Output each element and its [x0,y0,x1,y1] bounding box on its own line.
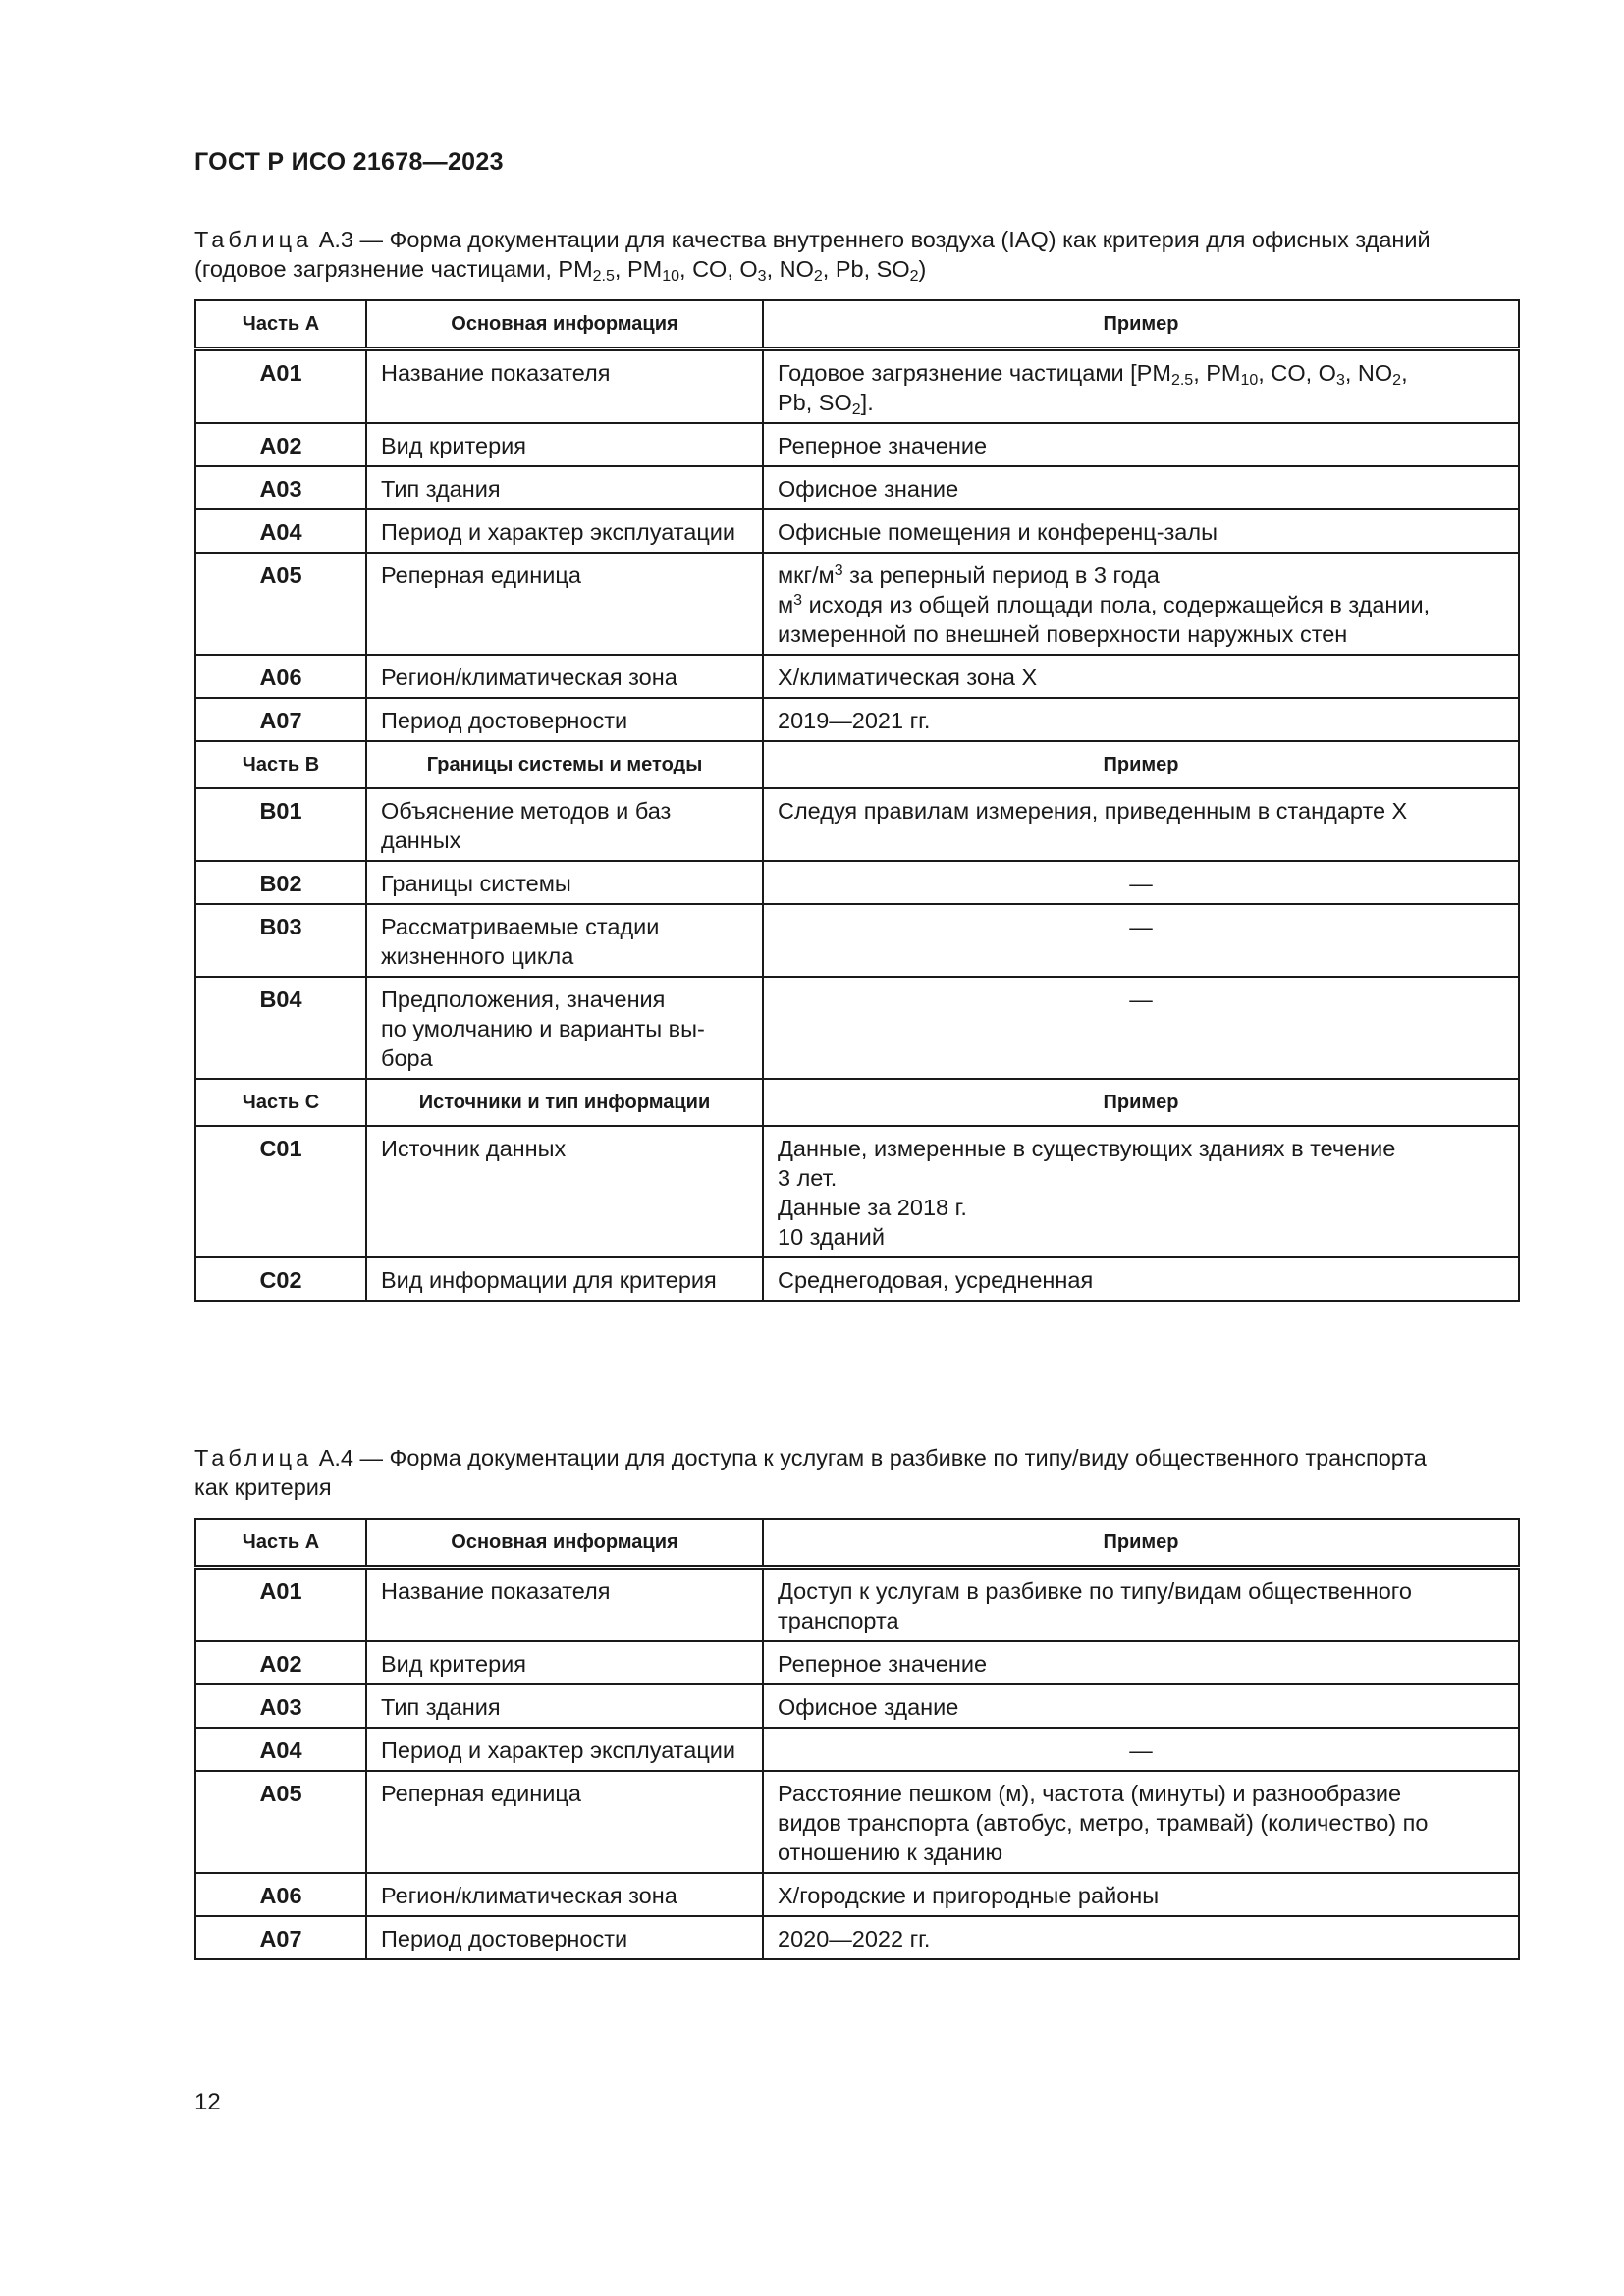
caption-line [194,254,1520,284]
table-row [195,1641,1519,1684]
row-name: Границы системы [366,861,763,904]
row-name: Название показателя [366,349,763,424]
table-row [195,904,1519,977]
row-name: Вид критерия [366,423,763,466]
subscript: 2 [813,268,823,285]
caption-line [194,225,1520,254]
subscript: 2 [909,268,919,285]
row-name: Название показателя [366,1568,763,1642]
table-header-row [195,1519,1519,1568]
column-header: Пример [763,1079,1519,1126]
caption-line [194,1443,1520,1472]
column-header: Источники и тип информации [366,1079,763,1126]
row-code: А02 [195,1641,366,1684]
table-row [195,1873,1519,1916]
row-example: — [763,977,1519,1079]
row-code: А03 [195,466,366,509]
row-code: С02 [195,1257,366,1301]
table-row [195,1728,1519,1771]
row-example: Офисное знание [763,466,1519,509]
table-row [195,1126,1519,1257]
row-name: Реперная единица [366,1771,763,1873]
table-header-row [195,300,1519,349]
table-row [195,553,1519,655]
row-example: Годовое загрязнение частицами [$PM_{2.5}$, $PM_{10}$, CO, $O_3$, $NO_2$, Pb, $SO_2$]. [763,349,1519,424]
row-code: А01 [195,349,366,424]
row-name: Период и характер эксплуатации [366,509,763,553]
row-example: Офисные помещения и конференц-залы [763,509,1519,553]
row-example: Х/климатическая зона Х [763,655,1519,698]
row-example: — [763,1728,1519,1771]
table-row [195,1568,1519,1642]
row-name: Рассматриваемые стадии жизненного цикла [366,904,763,977]
table-row [195,698,1519,741]
table-a3-caption [194,225,1520,284]
column-header: Пример [763,300,1519,349]
row-name: Тип здания [366,1684,763,1728]
column-header: Основная информация [366,300,763,349]
part-label: Часть А [195,1519,366,1568]
table-row [195,977,1519,1079]
row-example: 2020—2022 гг. [763,1916,1519,1959]
table-row [195,1684,1519,1728]
column-header: Основная информация [366,1519,763,1568]
table-a4-caption [194,1443,1520,1502]
table-section-header-row [195,1079,1519,1126]
part-label: Часть В [195,741,366,788]
row-code: А03 [195,1684,366,1728]
caption-text: (годовое загрязнение частицами, PM [194,256,593,282]
row-code: А05 [195,553,366,655]
row-name: Вид информации для критерия [366,1257,763,1301]
table-section-header-row [195,741,1519,788]
row-example: Реперное значение [763,1641,1519,1684]
row-example: — [763,861,1519,904]
caption-text: — Форма документации для качества внутреннего воздуха (IAQ) как критерия для офисных зданий [359,227,1431,252]
row-example: Данные, измеренные в существующих зданиях в течение 3 лет. Данные за 2018 г. 10 зданий [763,1126,1519,1257]
row-name: Период и характер эксплуатации [366,1728,763,1771]
page-number: 12 [194,2089,221,2115]
row-code: В04 [195,977,366,1079]
table-a4 [194,1518,1520,1960]
row-example: Среднегодовая, усредненная [763,1257,1519,1301]
row-name: Период достоверности [366,698,763,741]
row-code: А07 [195,1916,366,1959]
document-code: ГОСТ Р ИСО 21678—2023 [194,148,504,176]
row-code: А06 [195,655,366,698]
caption-number: А.3 [318,227,353,252]
row-code: А05 [195,1771,366,1873]
subscript: 2.5 [592,268,615,285]
row-example: Следуя правилам измерения, приведенным в стандарте Х [763,788,1519,861]
caption-label: Таблица [194,1445,313,1470]
table-row [195,1916,1519,1959]
table-row [195,1771,1519,1873]
row-name: Объяснение методов и баз данных [366,788,763,861]
caption-label: Таблица [194,227,313,252]
table-row [195,655,1519,698]
row-name: Тип здания [366,466,763,509]
table-row [195,861,1519,904]
part-label: Часть С [195,1079,366,1126]
row-code: А01 [195,1568,366,1642]
table-a3 [194,299,1520,1302]
row-example: мкг/$м^3$ за реперный период в 3 года $м^3$ исходя из общей площади пола, содержащейся в здании, измеренной по внешней поверхности наружных стен [763,553,1519,655]
table-row [195,466,1519,509]
row-code: А02 [195,423,366,466]
caption-line: как критерия [194,1474,332,1500]
row-code: А06 [195,1873,366,1916]
row-example: — [763,904,1519,977]
caption-text: ) [918,256,927,282]
column-header: Границы системы и методы [366,741,763,788]
row-name: Предположения, значения по умолчанию и варианты вы- бора [366,977,763,1079]
caption-text: , CO, O [679,256,758,282]
row-example: 2019—2021 гг. [763,698,1519,741]
table-row [195,509,1519,553]
row-example: Расстояние пешком (м), частота (минуты) и разнообразие видов транспорта (автобус, метро, трамвай) (количество) по отношению к зданию [763,1771,1519,1873]
caption-text: , PM [614,256,663,282]
table-row [195,423,1519,466]
row-name: Источник данных [366,1126,763,1257]
caption-text: — Форма документации для доступа к услугам в разбивке по типу/виду общественного транспорта [359,1445,1427,1470]
row-example: Реперное значение [763,423,1519,466]
table-row [195,1257,1519,1301]
row-name: Период достоверности [366,1916,763,1959]
row-name: Регион/климатическая зона [366,1873,763,1916]
row-name: Реперная единица [366,553,763,655]
row-code: А04 [195,509,366,553]
row-code: В03 [195,904,366,977]
row-example: Х/городские и пригородные районы [763,1873,1519,1916]
row-code: А04 [195,1728,366,1771]
row-example: Доступ к услугам в разбивке по типу/видам общественного транспорта [763,1568,1519,1642]
row-name: Регион/климатическая зона [366,655,763,698]
table-row [195,788,1519,861]
row-example: Офисное здание [763,1684,1519,1728]
row-code: В01 [195,788,366,861]
column-header: Пример [763,741,1519,788]
row-name: Вид критерия [366,1641,763,1684]
part-label: Часть А [195,300,366,349]
caption-text: , NO [766,256,814,282]
row-code: А07 [195,698,366,741]
row-code: В02 [195,861,366,904]
subscript: 10 [662,268,680,285]
caption-number: А.4 [318,1445,353,1470]
caption-text: , Pb, SO [822,256,910,282]
column-header: Пример [763,1519,1519,1568]
subscript: 3 [757,268,767,285]
table-row [195,349,1519,424]
row-code: С01 [195,1126,366,1257]
